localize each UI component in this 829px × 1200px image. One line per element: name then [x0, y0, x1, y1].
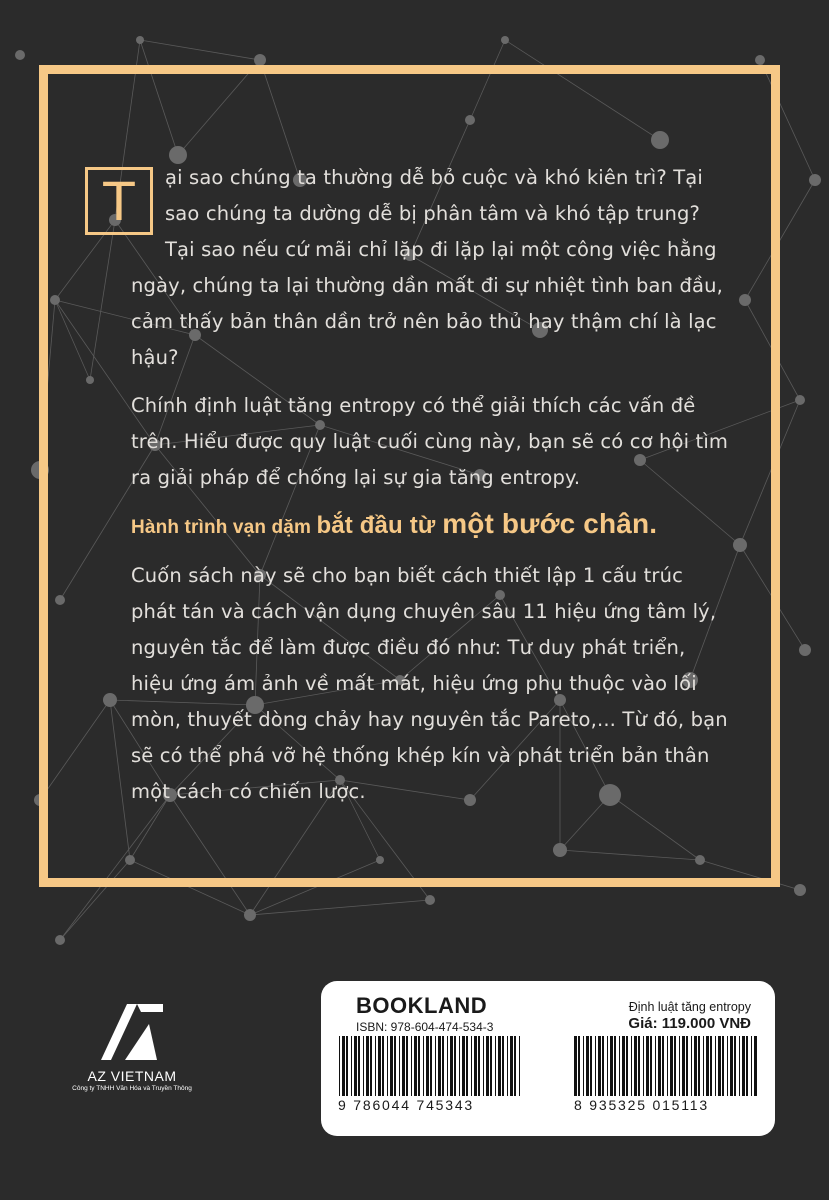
network-node [799, 644, 811, 656]
network-node [425, 895, 435, 905]
isbn-barcode-digits: 9 786044 745343 [338, 1097, 474, 1113]
network-node [15, 50, 25, 60]
quote-part-1: Hành trình vạn dặm [131, 517, 317, 538]
back-cover-text [101, 160, 731, 810]
network-node [795, 395, 805, 405]
intro-paragraph [101, 160, 731, 376]
book-title-label: Định luật tăng entropy [628, 1000, 751, 1014]
network-node [809, 174, 821, 186]
network-node [794, 884, 806, 896]
quote-part-2: bắt đầu từ [316, 512, 443, 539]
isbn-barcode [337, 1036, 525, 1098]
intro-text: ại sao chúng ta thường dễ bỏ cuộc và khó kiên trì? Tại sao chúng ta dường dễ bị phân tâm và khó tập trung? Tại sao nếu cứ mãi chỉ lặp đi lặp lại một công việc hằng ngày, chúng ta lại thường dần mất đi sự nhiệt tình ban đầu, cảm thấy bản thân dần trở nên bảo thủ hay thậm chí là lạc hậu? [131, 166, 723, 369]
dropcap-letter: T [85, 167, 153, 235]
network-node [755, 55, 765, 65]
quote-part-3: một bước chân. [442, 508, 658, 539]
price-label: Giá: 119.000 VNĐ [628, 1015, 751, 1032]
paragraph-book-summary: Cuốn sách này sẽ cho bạn biết cách thiết lập 1 cấu trúc phát tán và cách vận dụng chuyên sâu 11 hiệu ứng tâm lý, nguyên tắc để làm được điều đó như: Tư duy phát triển, hiệu ứng ám ảnh về mất mát, hiệu ứng phụ thuộc vào lối mòn, thuyết dòng chảy hay nguyên tắc Pareto,... Từ đó, bạn sẽ có thể phá vỡ hệ thống khép kín và phát triển bản thân một cách có chiến lược. [131, 564, 728, 803]
network-node [136, 36, 144, 44]
network-node [244, 909, 256, 921]
bookland-label: BOOKLAND [356, 993, 488, 1018]
publisher-subtitle: Công ty TNHH Văn Hóa và Truyền Thông [72, 1085, 192, 1092]
publisher-logo [72, 1000, 192, 1092]
barcode-box [321, 981, 775, 1136]
product-barcode [572, 1036, 760, 1098]
network-node [55, 935, 65, 945]
network-node [501, 36, 509, 44]
highlight-quote [131, 506, 731, 546]
az-logo-icon [97, 1000, 167, 1062]
publisher-name: AZ VIETNAM [87, 1068, 177, 1084]
isbn-label: ISBN: 978-604-474-534-3 [356, 1020, 494, 1034]
paragraph-entropy: Chính định luật tăng entropy có thể giải thích các vấn đề trên. Hiểu được quy luật cuối cùng này, bạn sẽ có cơ hội tìm ra giải pháp để chống lại sự gia tăng entropy. [131, 394, 729, 489]
product-barcode-digits: 8 935325 015113 [574, 1097, 709, 1113]
